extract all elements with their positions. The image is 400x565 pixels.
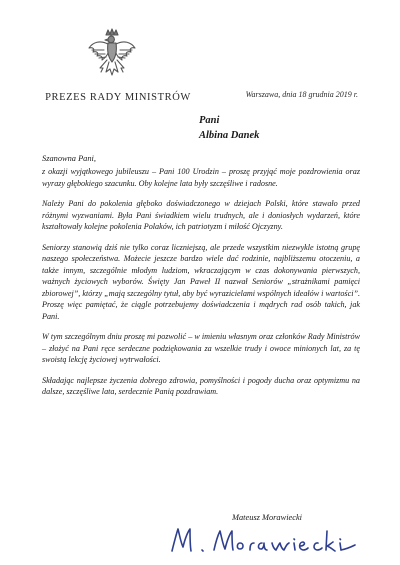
recipient-block <box>199 113 259 143</box>
signer-name: Mateusz Morawiecki <box>232 513 303 522</box>
body-paragraph: W tym szczególnym dniu proszę mi pozwolić – w imieniu własnym oraz członków Rady Ministrów – złożyć na Pani ręce serdeczne podziękowania za wszelkie trudy i owoce minionych lat, za tę swoistą lekcję życiowej wytrwałości. <box>42 332 360 364</box>
body-paragraph: Seniorzy stanowią dziś nie tylko coraz liczniejszą, ale przede wszystkim niezwykle istotną grupę naszego społeczeństwa. Możecie jeszcze bardzo wiele dać rodzinie, najbliższemu otoczeniu, a także innym, szczególnie młodym ludziom, wkraczającym w czas dokonywania pierwszych, ważnych życiowych wyborów. Święty Jan Paweł II nazwał Seniorów „strażnikami pamięci zbiorowej”, którzy „mają szczególny tytuł, aby być wyrazicielami wspólnych ideałów i wartości”. Proszę więc pamiętać, że ciągle potrzebujemy doświadczenia i mądrych rad osób takich, jak Pani. <box>42 242 360 321</box>
recipient-name: Albina Danek <box>199 130 260 141</box>
body-paragraph: Składając najlepsze życzenia dobrego zdrowia, pomyślności i pogody ducha oraz optymizmu na dalsze, szczęśliwe lata, serdecznie Panią pozdrawiam. <box>42 375 360 396</box>
letter-body <box>42 166 360 407</box>
body-paragraph: z okazji wyjątkowego jubileuszu – Pani 100 Urodzin – proszę przyjąć moje pozdrowienia oraz wyrazy głębokiego szacunku. Oby kolejne lata były szczęśliwe i radosne. <box>42 167 360 188</box>
recipient-title: Pani <box>199 115 220 126</box>
white-eagle-emblem-icon <box>84 26 140 86</box>
salutation: Szanowna Pani, <box>42 154 96 163</box>
office-title: PREZES RADY MINISTRÓW <box>45 92 191 103</box>
place-date: Warszawa, dnia 18 grudnia 2019 r. <box>245 90 358 99</box>
handwritten-signature <box>168 525 358 555</box>
body-paragraph: Należy Pani do pokolenia głęboko doświadczonego w dziejach Polski, które stawało przed różnymi wyzwaniami. Była Pani świadkiem wielu trudnych, ale i doniosłych wydarzeń, które kształtowały kolejne pokolenia Polaków, ich patriotyzm i miłość Ojczyzny. <box>42 199 360 231</box>
